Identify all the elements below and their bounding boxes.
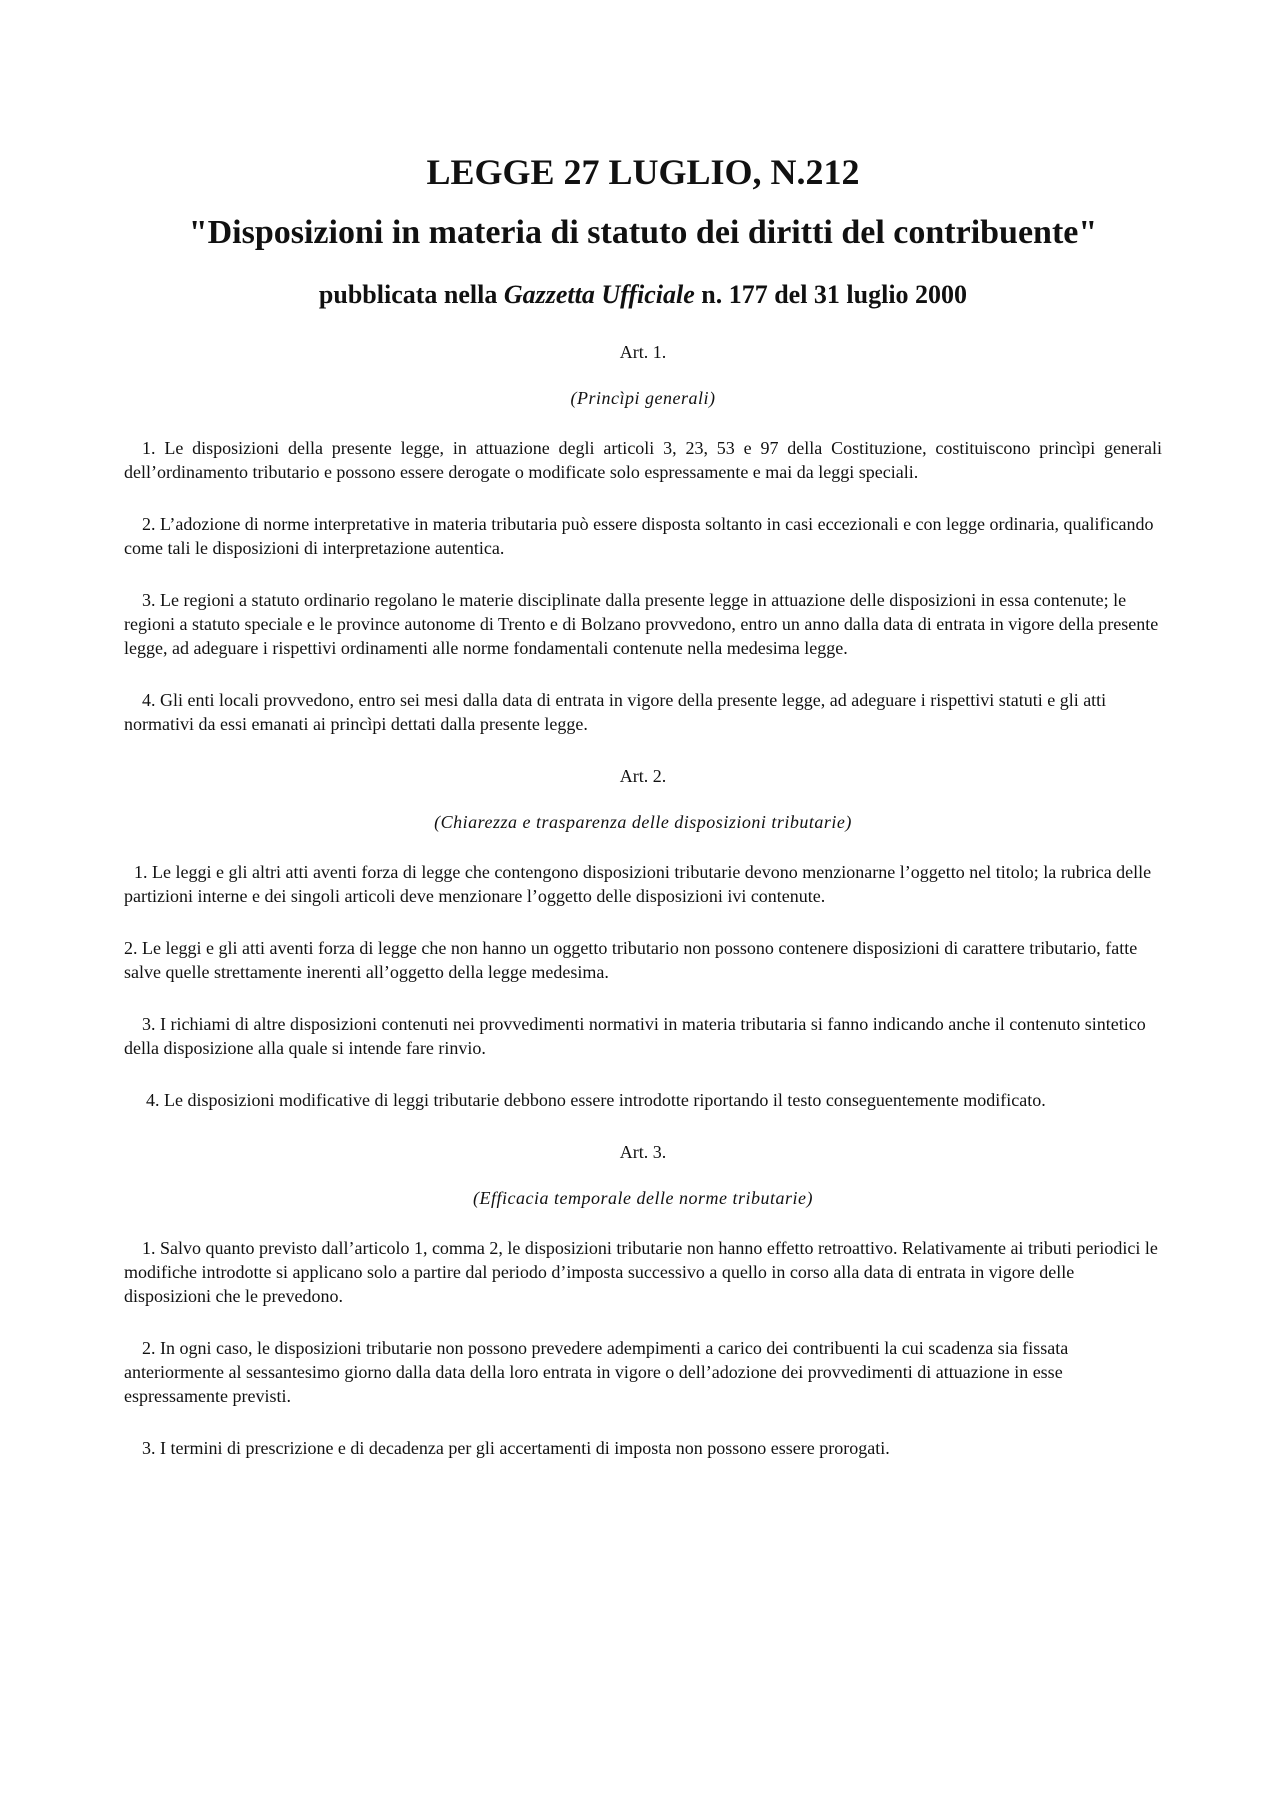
- article-3: [124, 1140, 1162, 1460]
- publication-line: [124, 278, 1162, 312]
- article-paragraph: 1. Le leggi e gli altri atti aventi forza di legge che contengono disposizioni tributarie devono menzionarne l’oggetto nel titolo; la rubrica delle partizioni interne e dei singoli articoli deve menzionare l’oggetto delle disposizioni ivi contenute.: [124, 862, 1152, 906]
- article-heading: Art. 2.: [619, 766, 667, 786]
- article-paragraph: 4. Le disposizioni modificative di leggi tributarie debbono essere introdotte riportando il testo conseguentemente modificato.: [146, 1090, 1046, 1110]
- article-paragraph: 4. Gli enti locali provvedono, entro sei mesi dalla data di entrata in vigore della presente legge, ad adeguare i rispettivi statuti e gli atti normativi da essi emanati ai princìpi dettati dalla presente legge.: [124, 690, 1107, 734]
- article-paragraph: 1. Le disposizioni della presente legge, in attuazione degli articoli 3, 23, 53 e 97 della Costituzione, costituiscono princìpi generali dell’ordinamento tributario e possono essere derogate o modificate solo espressamente e mai da leggi speciali.: [124, 438, 1162, 482]
- article-rubric: (Princìpi generali): [570, 388, 716, 408]
- article-paragraph: 2. In ogni caso, le disposizioni tributarie non possono prevedere adempimenti a carico dei contribuenti la cui scadenza sia fissata anteriormente al sessantesimo giorno dalla data della loro entrata in vigore o dell’adozione dei provvedimenti di attuazione in esse espressamente previsti.: [124, 1338, 1069, 1406]
- article-paragraph: 1. Salvo quanto previsto dall’articolo 1, comma 2, le disposizioni tributarie non hanno effetto retroattivo. Relativamente ai tributi periodici le modifiche introdotte si applicano solo a partire dal periodo d’imposta successivo a quello in corso alla data di entrata in vigore delle disposizioni che le prevedono.: [124, 1238, 1158, 1306]
- article-2: [124, 764, 1162, 1112]
- publication-prefix: pubblicata nella: [318, 280, 504, 309]
- article-paragraph: 2. L’adozione di norme interpretative in materia tributaria può essere disposta soltanto in casi eccezionali e con legge ordinaria, qualificando come tali le disposizioni di interpretazione autentica.: [124, 514, 1154, 558]
- article-paragraph: 3. I richiami di altre disposizioni contenuti nei provvedimenti normativi in materia tributaria si fanno indicando anche il contenuto sintetico della disposizione alla quale si intende fare rinvio.: [124, 1014, 1146, 1058]
- article-rubric: (Efficacia temporale delle norme tributarie): [473, 1188, 813, 1208]
- article-1: [124, 340, 1162, 736]
- article-rubric: (Chiarezza e trasparenza delle disposizioni tributarie): [434, 812, 852, 832]
- article-heading: Art. 1.: [619, 342, 667, 362]
- document-subtitle: "Disposizioni in materia di statuto dei diritti del contribuente": [188, 214, 1098, 251]
- article-heading: Art. 3.: [619, 1142, 667, 1162]
- document-title: LEGGE 27 LUGLIO, N.212: [426, 152, 860, 192]
- gazette-name: Gazzetta Ufficiale: [503, 280, 695, 309]
- article-paragraph: 3. I termini di prescrizione e di decadenza per gli accertamenti di imposta non possono essere prorogati.: [142, 1438, 890, 1458]
- publication-suffix: n. 177 del 31 luglio 2000: [694, 280, 968, 309]
- article-paragraph: 2. Le leggi e gli atti aventi forza di legge che non hanno un oggetto tributario non possono contenere disposizioni di carattere tributario, fatte salve quelle strettamente inerenti all’oggetto della legge medesima.: [124, 938, 1138, 982]
- article-paragraph: 3. Le regioni a statuto ordinario regolano le materie disciplinate dalla presente legge in attuazione delle disposizioni in essa contenute; le regioni a statuto speciale e le province autonome di Trento e di Bolzano provvedono, entro un anno dalla data di entrata in vigore della presente legge, ad adeguare i rispettivi ordinamenti alle norme fondamentali contenute nella medesima legge.: [124, 590, 1159, 658]
